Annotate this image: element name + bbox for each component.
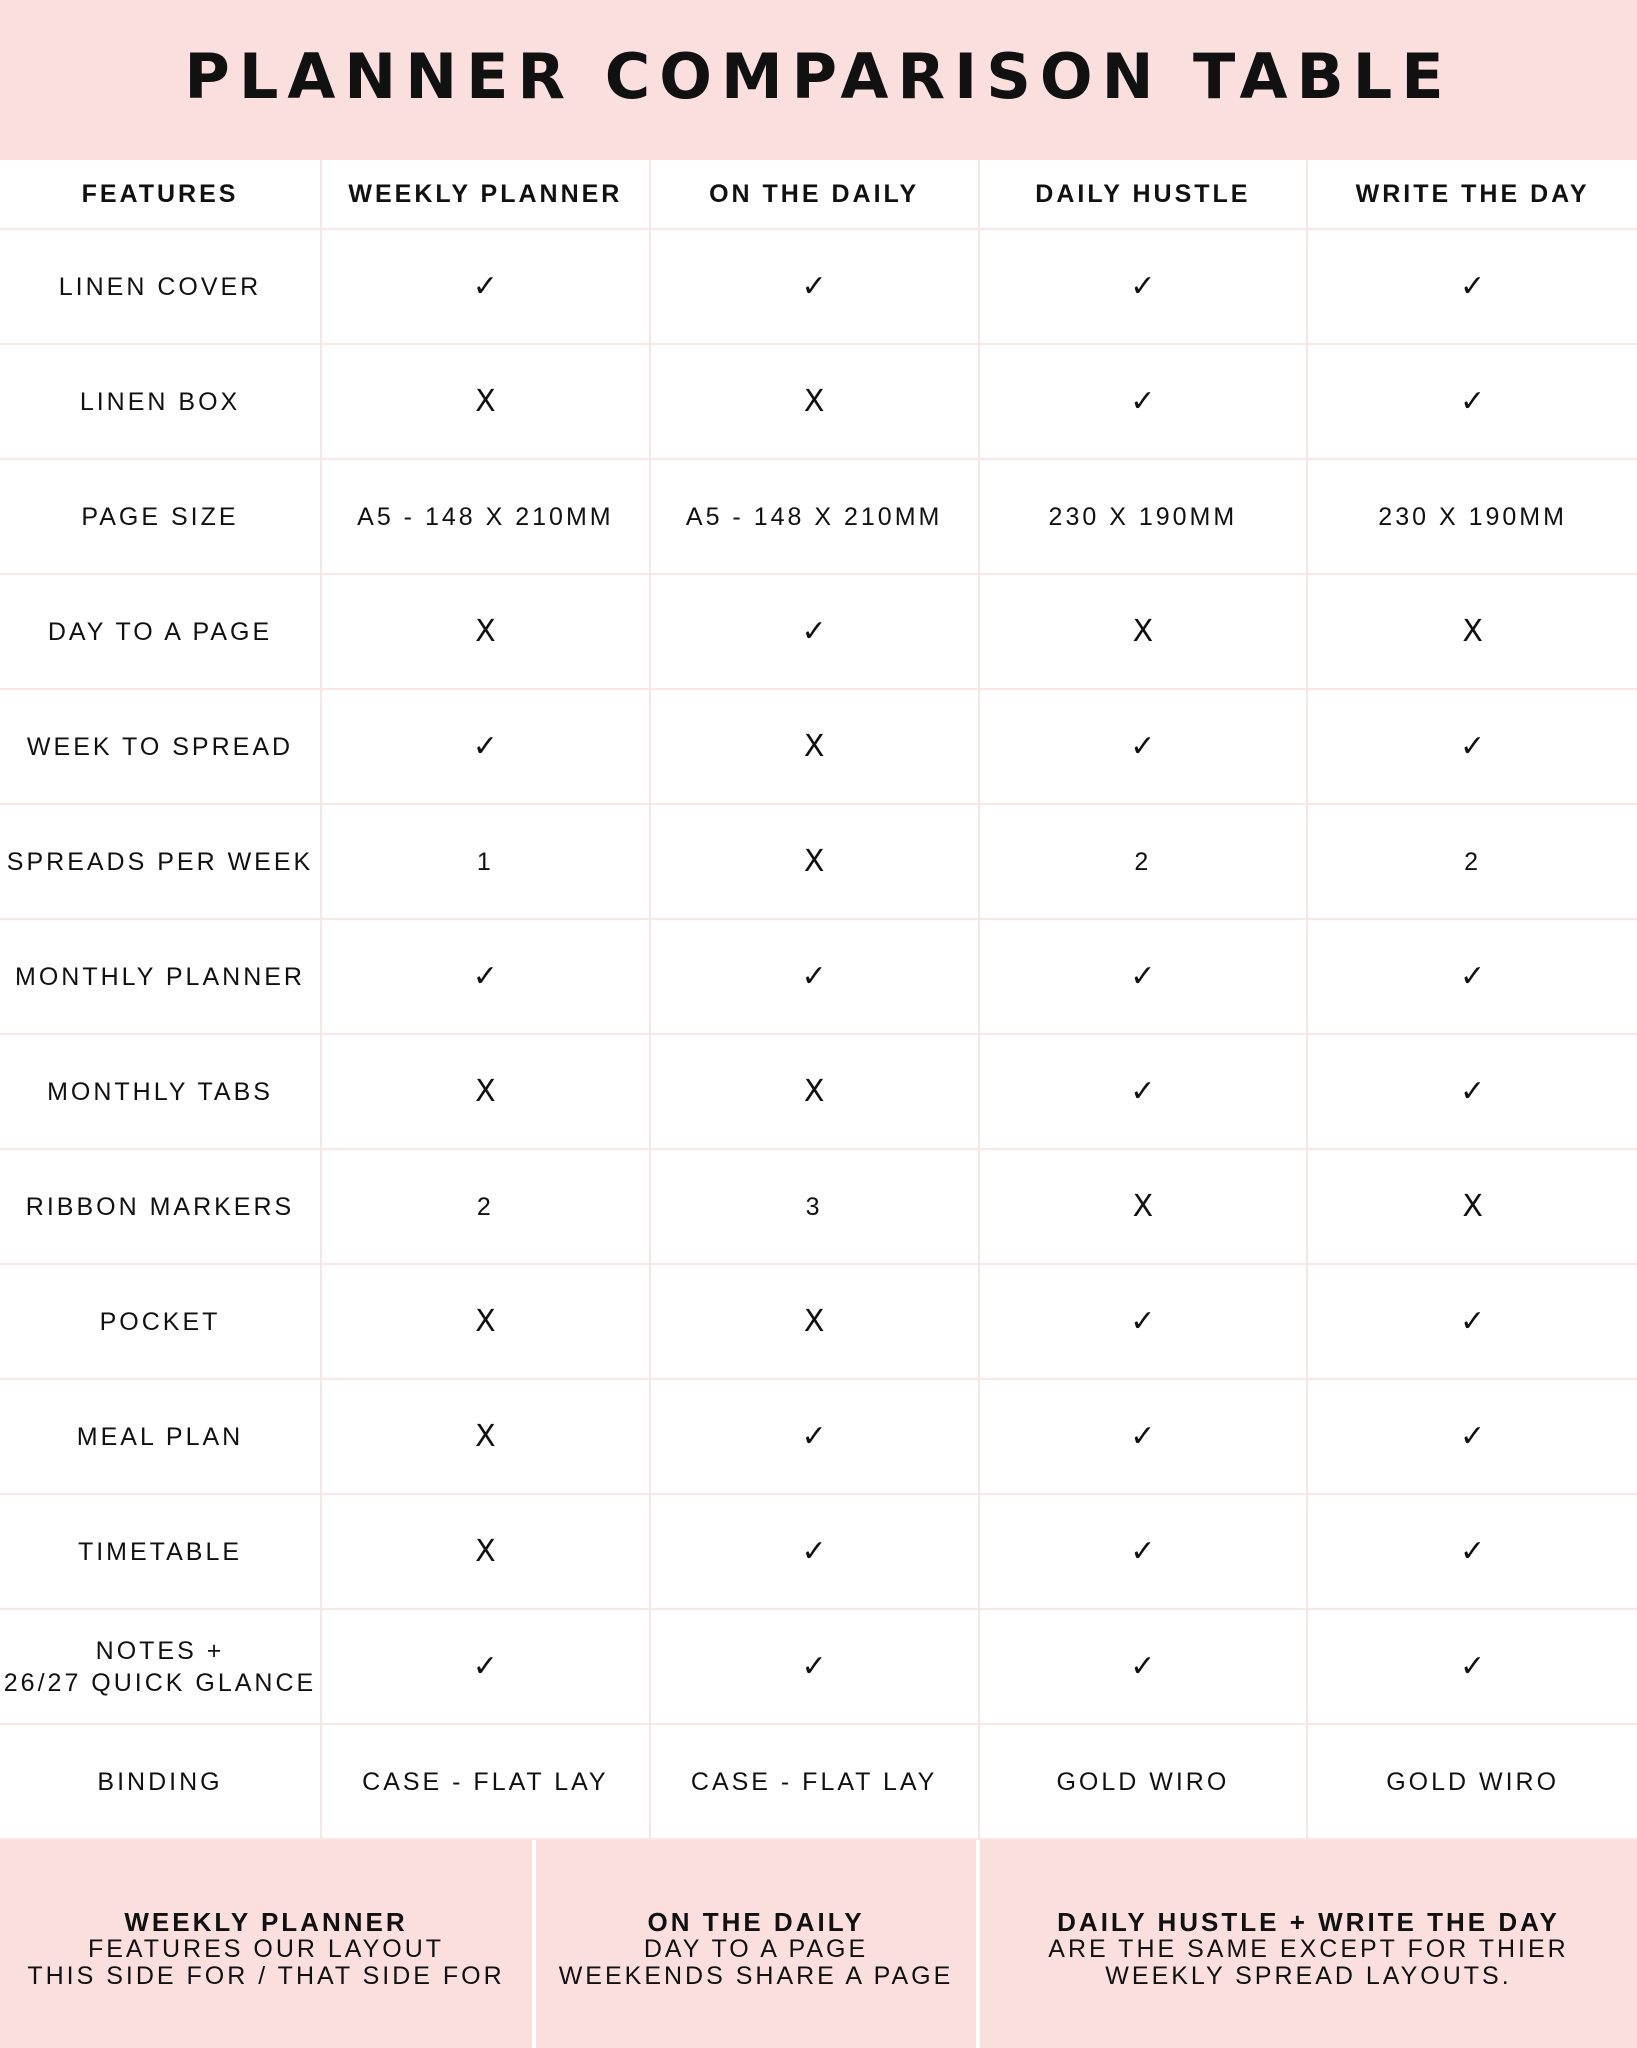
table-row bbox=[0, 690, 1637, 805]
footer-note-title: DAILY HUSTLE + WRITE THE DAY bbox=[1057, 1906, 1560, 1937]
table-row bbox=[0, 230, 1637, 345]
column-header: DAILY HUSTLE bbox=[980, 160, 1309, 228]
value-cell: X bbox=[651, 345, 980, 458]
value-cell: 2 bbox=[1464, 847, 1482, 876]
value-cell: ✓ bbox=[1460, 1648, 1486, 1684]
value-cell: ✓ bbox=[322, 690, 651, 803]
value-cell: X bbox=[322, 1265, 651, 1378]
value-cell: ✓ bbox=[651, 1610, 980, 1723]
table-row bbox=[0, 1265, 1637, 1380]
value-cell: X bbox=[651, 1265, 980, 1378]
value-cell: X bbox=[651, 1035, 980, 1148]
footer-note-line: WEEKENDS SHARE A PAGE bbox=[558, 1961, 954, 1990]
table-row bbox=[0, 1610, 1637, 1725]
feature-label: MEAL PLAN bbox=[0, 1380, 322, 1493]
value-cell: X bbox=[980, 1150, 1309, 1263]
value-cell: CASE - FLAT LAY bbox=[322, 1725, 651, 1838]
footer-note-line: THIS SIDE FOR / THAT SIDE FOR bbox=[27, 1961, 505, 1990]
feature-label: DAY TO A PAGE bbox=[0, 575, 322, 688]
value-cell: GOLD WIRO bbox=[980, 1725, 1309, 1838]
value-cell: 1 bbox=[322, 805, 651, 918]
table-row bbox=[0, 920, 1637, 1035]
table-row bbox=[0, 1035, 1637, 1150]
footer-note-title: WEEKLY PLANNER bbox=[124, 1906, 408, 1937]
value-cell: ✓ bbox=[651, 920, 980, 1033]
value-cell: ✓ bbox=[980, 345, 1309, 458]
value-cell: ✓ bbox=[651, 1380, 980, 1493]
header-banner bbox=[0, 0, 1637, 160]
footer-notes bbox=[0, 1840, 1637, 2048]
value-cell: 3 bbox=[651, 1150, 980, 1263]
value-cell: 2 bbox=[980, 805, 1309, 918]
feature-label: LINEN BOX bbox=[0, 345, 322, 458]
footer-note-hustle-write bbox=[980, 1840, 1637, 2048]
value-cell: ✓ bbox=[1460, 958, 1486, 994]
value-cell: ✓ bbox=[980, 230, 1309, 343]
value-cell: ✓ bbox=[1460, 1303, 1486, 1339]
value-cell: ✓ bbox=[1460, 1533, 1486, 1569]
value-cell: X bbox=[1462, 613, 1483, 649]
value-cell: X bbox=[322, 575, 651, 688]
feature-label: NOTES + 26/27 QUICK GLANCE bbox=[0, 1610, 322, 1723]
table-row bbox=[0, 575, 1637, 690]
value-cell: X bbox=[980, 575, 1309, 688]
feature-label: TIMETABLE bbox=[0, 1495, 322, 1608]
value-cell: ✓ bbox=[1460, 728, 1486, 764]
feature-label: BINDING bbox=[0, 1725, 322, 1838]
table-row bbox=[0, 1495, 1637, 1610]
page-title: PLANNER COMPARISON TABLE bbox=[184, 39, 1453, 113]
footer-note-weekly-planner bbox=[0, 1840, 532, 2048]
feature-label: POCKET bbox=[0, 1265, 322, 1378]
column-header: ON THE DAILY bbox=[651, 160, 980, 228]
column-header: WRITE THE DAY bbox=[1355, 180, 1590, 208]
value-cell: ✓ bbox=[980, 920, 1309, 1033]
value-cell: ✓ bbox=[651, 230, 980, 343]
value-cell: CASE - FLAT LAY bbox=[651, 1725, 980, 1838]
feature-label: MONTHLY PLANNER bbox=[0, 920, 322, 1033]
feature-label: SPREADS PER WEEK bbox=[0, 805, 322, 918]
footer-note-line: FEATURES OUR LAYOUT bbox=[87, 1934, 445, 1963]
table-header-row bbox=[0, 160, 1637, 230]
value-cell: ✓ bbox=[980, 1495, 1309, 1608]
table-row bbox=[0, 1150, 1637, 1265]
value-cell: ✓ bbox=[651, 575, 980, 688]
column-header: FEATURES bbox=[0, 160, 322, 228]
value-cell: ✓ bbox=[980, 1035, 1309, 1148]
footer-note-line: DAY TO A PAGE bbox=[643, 1934, 869, 1963]
column-header: WEEKLY PLANNER bbox=[322, 160, 651, 228]
value-cell: ✓ bbox=[1460, 268, 1486, 304]
comparison-table bbox=[0, 160, 1637, 1840]
value-cell: ✓ bbox=[322, 230, 651, 343]
value-cell: A5 - 148 X 210MM bbox=[651, 460, 980, 573]
footer-note-line: ARE THE SAME EXCEPT FOR THIER bbox=[1048, 1934, 1569, 1963]
value-cell: 230 X 190MM bbox=[980, 460, 1309, 573]
value-cell: ✓ bbox=[1460, 383, 1486, 419]
value-cell: GOLD WIRO bbox=[1386, 1767, 1560, 1796]
feature-label: LINEN COVER bbox=[0, 230, 322, 343]
footer-note-line: WEEKLY SPREAD LAYOUTS. bbox=[1105, 1961, 1512, 1990]
value-cell: X bbox=[322, 1380, 651, 1493]
footer-note-title: ON THE DAILY bbox=[647, 1906, 865, 1937]
value-cell: X bbox=[651, 805, 980, 918]
value-cell: ✓ bbox=[322, 1610, 651, 1723]
value-cell: X bbox=[1462, 1188, 1483, 1224]
feature-label: PAGE SIZE bbox=[0, 460, 322, 573]
value-cell: ✓ bbox=[980, 1265, 1309, 1378]
table-row bbox=[0, 345, 1637, 460]
table-row bbox=[0, 1380, 1637, 1495]
value-cell: 230 X 190MM bbox=[1378, 502, 1567, 531]
value-cell: X bbox=[651, 690, 980, 803]
value-cell: ✓ bbox=[980, 1610, 1309, 1723]
feature-label: RIBBON MARKERS bbox=[0, 1150, 322, 1263]
value-cell: X bbox=[322, 345, 651, 458]
value-cell: ✓ bbox=[980, 690, 1309, 803]
footer-note-on-the-daily bbox=[536, 1840, 976, 2048]
value-cell: X bbox=[322, 1495, 651, 1608]
value-cell: ✓ bbox=[322, 920, 651, 1033]
value-cell: ✓ bbox=[1460, 1418, 1486, 1454]
value-cell: A5 - 148 X 210MM bbox=[322, 460, 651, 573]
value-cell: ✓ bbox=[1460, 1073, 1486, 1109]
table-row bbox=[0, 805, 1637, 920]
table-row bbox=[0, 1725, 1637, 1840]
value-cell: ✓ bbox=[980, 1380, 1309, 1493]
value-cell: X bbox=[322, 1035, 651, 1148]
value-cell: 2 bbox=[322, 1150, 651, 1263]
feature-label: WEEK TO SPREAD bbox=[0, 690, 322, 803]
table-row bbox=[0, 460, 1637, 575]
value-cell: ✓ bbox=[651, 1495, 980, 1608]
feature-label: MONTHLY TABS bbox=[0, 1035, 322, 1148]
